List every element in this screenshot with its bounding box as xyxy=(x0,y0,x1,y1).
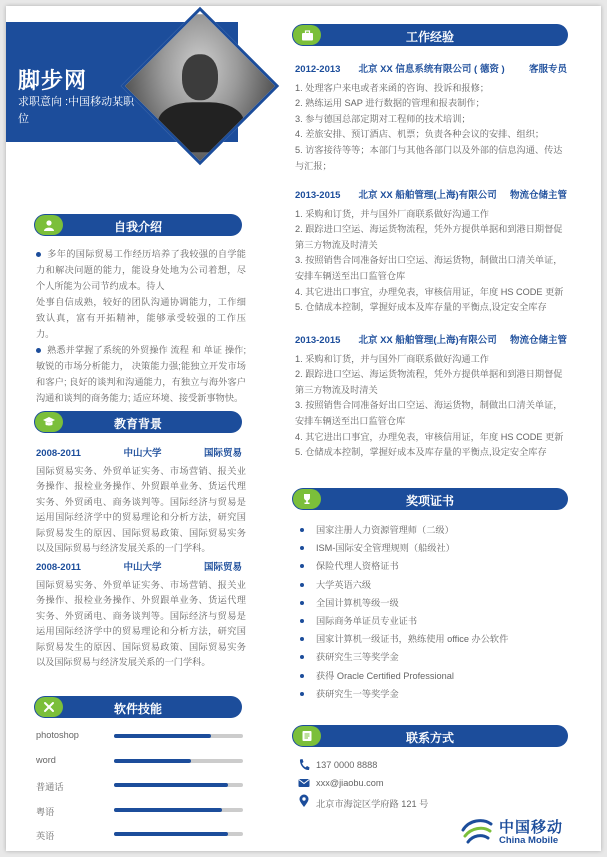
award-item: 国家计算机一级证书，熟练使用 office 办公软件 xyxy=(298,630,568,648)
resume-page xyxy=(6,6,601,851)
contact-email xyxy=(298,776,558,792)
work-duty: 3. 按照销售合同准备好出口空运、海运货物，制做出口清关单证，安排车辆送至出口监管仓库 xyxy=(295,255,563,281)
skill-row xyxy=(36,828,246,842)
work-period: 2013-2015 xyxy=(295,335,341,346)
section-awards xyxy=(292,488,568,510)
work-entry xyxy=(295,333,567,461)
skill-bar xyxy=(114,832,243,836)
skill-row xyxy=(36,804,246,818)
section-skills xyxy=(34,696,242,718)
education-school: 中山大学 xyxy=(123,448,162,459)
work-period: 2013-2015 xyxy=(295,190,341,201)
email-address[interactable]: xxx@jiaobu.com xyxy=(316,778,384,788)
skill-bar-fill xyxy=(114,783,228,787)
award-item: 获得 Oracle Certified Professional xyxy=(298,667,568,685)
work-duty: 1. 采购和订货，并与国外厂商联系做好沟通工作 xyxy=(295,353,489,364)
skill-bar-fill xyxy=(114,808,222,812)
award-item: 大学英语六级 xyxy=(298,576,568,594)
skill-bar-fill xyxy=(114,734,211,738)
work-duty: 5. 仓储成本控制，掌握好成本及库存量的平衡点,设定安全库存 xyxy=(295,302,547,313)
contact-phone xyxy=(298,758,558,774)
postal-address: 北京市海淀区学府路 121 号 xyxy=(316,799,429,809)
work-duty: 2. 熟练运用 SAP 进行数据的管理和报表制作； xyxy=(295,98,485,109)
work-duty: 3. 参与德国总部定期对工程师的技术培训； xyxy=(295,113,471,124)
china-mobile-logo xyxy=(459,814,569,848)
contact-address xyxy=(298,794,558,810)
skill-bar xyxy=(114,808,243,812)
education-entry xyxy=(36,560,246,671)
education-major: 国际贸易 xyxy=(203,562,242,573)
work-role: 客服专员 xyxy=(528,64,567,75)
work-duty: 4. 其它进出口事宜，办理免表，审核信用证，年度 HS CODE 更新 xyxy=(295,286,564,297)
work-period: 2012-2013 xyxy=(295,64,341,75)
award-item: 保险代理人资格证书 xyxy=(298,557,568,575)
section-education-title: 教育背景 xyxy=(113,417,162,431)
work-duty: 4. 其它进出口事宜，办理免表，审核信用证，年度 HS CODE 更新 xyxy=(295,431,564,442)
work-duty: 2. 跟踪进口空运、海运货物流程，凭外方提供单据和到港日期督促第三方物流及时清关 xyxy=(295,369,563,395)
education-period: 2008-2011 xyxy=(36,562,81,573)
award-item: 国家注册人力资源管理师（二级） xyxy=(298,521,568,539)
candidate-name: 脚步网 xyxy=(18,68,88,93)
skill-row xyxy=(36,755,246,769)
award-item: 获研究生三等奖学金 xyxy=(298,648,568,666)
phone-number: 137 0000 8888 xyxy=(316,760,378,770)
job-intent: 求职意向 :中国移动某职位 xyxy=(18,96,135,125)
skill-name: word xyxy=(36,754,56,765)
skill-name: 普通话 xyxy=(36,782,64,792)
work-duty: 5. 仓储成本控制，掌握好成本及库存量的平衡点,设定安全库存 xyxy=(295,447,547,458)
skill-name: photoshop xyxy=(36,730,79,740)
logo-text-en: China Mobile xyxy=(499,835,559,846)
work-entry xyxy=(295,62,567,174)
intro-paragraph-2: 处事自信成熟，较好的团队沟通协调能力，工作细致认真，富有开拓精神，能够承受较强的工作压力。 xyxy=(36,297,246,339)
work-entry xyxy=(295,188,567,316)
intro-paragraph-3: 熟悉并掌握了系统的外贸操作 流程 和 单证 操作;敏锐的市场分析能力， 决策能力强;能独立开发市场和客户; 良好的谈判和沟通能力，有独立与海外客户沟通和谈判的商务能力; 适应环境、接受新事物快。 xyxy=(36,345,246,403)
section-skills-title: 软件技能 xyxy=(113,702,162,716)
logo-text-cn: 中国移动 xyxy=(499,819,564,836)
awards-list xyxy=(298,521,568,703)
skill-bar-fill xyxy=(114,832,228,836)
work-duty: 1. 处理客户来电或者来函的咨询、投诉和报修； xyxy=(295,82,489,93)
skill-row xyxy=(36,730,246,744)
work-company: 北京 XX 信息系统有限公司 ( 德资 ) xyxy=(358,64,505,75)
phone-icon xyxy=(298,758,310,772)
section-contact xyxy=(292,725,568,747)
skill-bar xyxy=(114,783,243,787)
work-duty: 4. 差旅安排、预订酒店、机票；负责各种会议的安排、组织； xyxy=(295,129,545,140)
work-role: 物流仓储主管 xyxy=(509,335,567,346)
skill-name: 英语 xyxy=(36,831,55,841)
section-work xyxy=(292,24,568,46)
work-company: 北京 XX 船舶管理(上海)有限公司 xyxy=(358,335,497,346)
section-work-title: 工作经验 xyxy=(405,30,454,44)
education-school: 中山大学 xyxy=(123,562,162,573)
skill-bar xyxy=(114,734,243,738)
work-duty: 3. 按照销售合同准备好出口空运、海运货物，制做出口清关单证，安排车辆送至出口监管仓库 xyxy=(295,400,563,426)
work-role: 物流仓储主管 xyxy=(509,190,567,201)
education-description: 国际贸易实务、外贸单证实务、市场营销、报关业务操作、报检业务操作、外贸跟单业务、货运代理实务、外贸函电、商务谈判等。国际经济与贸易是运用国际经济学中的贸易理论和分析方法，研究国际贸易发生的原因、国际贸易政策、国际贸易实务以及国际贸易与经济发展关系的一门学科。 xyxy=(36,465,246,553)
intro-text xyxy=(36,246,246,406)
skill-name: 粤语 xyxy=(36,806,55,817)
award-item: 国际商务单证员专业证书 xyxy=(298,612,568,630)
skill-row xyxy=(36,779,246,793)
section-intro-title: 自我介绍 xyxy=(113,220,162,234)
section-education xyxy=(34,411,242,433)
award-item: 获研究生一等奖学金 xyxy=(298,685,568,703)
education-major: 国际贸易 xyxy=(203,448,242,459)
work-duty: 2. 跟踪进口空运、海运货物流程，凭外方提供单据和到港日期督促第三方物流及时清关 xyxy=(295,224,563,250)
award-item: 全国计算机等级一级 xyxy=(298,594,568,612)
skill-bar xyxy=(114,759,243,763)
location-pin-icon xyxy=(298,794,310,808)
work-duty: 1. 采购和订货，并与国外厂商联系做好沟通工作 xyxy=(295,208,489,219)
email-icon xyxy=(298,776,310,790)
award-item: ISM-国际安全管理规则（船级社） xyxy=(298,539,568,557)
section-awards-title: 奖项证书 xyxy=(405,494,454,508)
education-period: 2008-2011 xyxy=(36,448,81,459)
intro-paragraph-1: 多年的国际贸易工作经历培养了我较强的自学能力和解决问题的能力，能设身处地为公司着想，尽个人所能为公司节约成本。待人 xyxy=(36,249,246,291)
section-intro xyxy=(34,214,242,236)
section-contact-title: 联系方式 xyxy=(405,731,454,745)
work-company: 北京 XX 船舶管理(上海)有限公司 xyxy=(358,190,497,201)
education-description: 国际贸易实务、外贸单证实务、市场营销、报关业务操作、报检业务操作、外贸跟单业务、货运代理实务、外贸函电、商务谈判等。国际经济与贸易是运用国际经济学中的贸易理论和分析方法，研究国际贸易发生的原因、国际贸易政策、国际贸易实务以及国际贸易与经济发展关系的一门学科。 xyxy=(36,579,246,667)
education-entry xyxy=(36,446,246,557)
skill-bar-fill xyxy=(114,759,191,763)
work-duty: 5. 访客接待等等；本部门与其他各部门以及外部的信息沟通、传达与汇报； xyxy=(295,144,563,171)
